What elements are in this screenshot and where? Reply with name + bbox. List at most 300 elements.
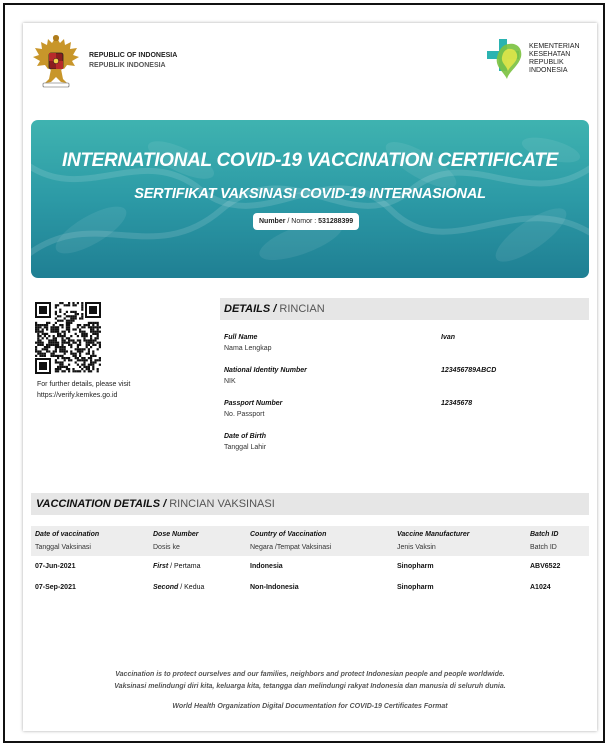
qr-module: [46, 322, 48, 324]
qr-module: [92, 344, 94, 346]
qr-module: [92, 322, 94, 324]
qr-module: [70, 335, 72, 337]
issuer-country: [89, 51, 177, 71]
qr-module: [94, 344, 96, 346]
qr-module: [55, 328, 57, 330]
vaccination-heading-en: VACCINATION DETAILS /: [36, 498, 167, 510]
qr-module: [92, 342, 94, 344]
qr-module: [39, 344, 41, 346]
qr-module: [37, 326, 39, 328]
qr-module: [70, 346, 72, 348]
details-heading-en: DETAILS /: [224, 303, 277, 315]
qr-module: [83, 326, 85, 328]
qr-module: [37, 331, 39, 333]
qr-module: [92, 368, 94, 370]
qr-module: [68, 304, 70, 306]
qr-module: [70, 344, 72, 346]
qr-module: [94, 355, 96, 357]
footer-message-en: Vaccination is to protect ourselves and our families, neighbors and protect Indonesian people and people worldwide.: [115, 671, 505, 678]
qr-module: [50, 342, 52, 344]
qr-module: [77, 348, 79, 350]
qr-module: [55, 313, 57, 315]
qr-module: [77, 335, 79, 337]
qr-module: [55, 322, 57, 324]
qr-module: [68, 302, 70, 304]
cell-batch: [530, 563, 560, 570]
qr-module: [59, 311, 61, 313]
qr-module: [97, 342, 99, 344]
qr-module: [77, 339, 79, 341]
qr-module: [97, 331, 99, 333]
qr-module: [72, 353, 74, 355]
qr-module: [90, 337, 92, 339]
qr-module: [86, 324, 88, 326]
qr-module: [79, 342, 81, 344]
qr-module: [72, 304, 74, 306]
qr-module: [81, 368, 83, 370]
qr-module: [75, 357, 77, 359]
qr-module: [64, 348, 66, 350]
qr-module: [44, 353, 46, 355]
qr-module: [86, 346, 88, 348]
qr-module: [68, 368, 70, 370]
qr-module: [92, 353, 94, 355]
qr-module: [92, 364, 94, 366]
qr-module: [44, 355, 46, 357]
date-value: 07-Jun-2021: [35, 563, 76, 570]
qr-module: [61, 346, 63, 348]
qr-module: [86, 342, 88, 344]
qr-module: [35, 355, 37, 357]
qr-module: [59, 368, 61, 370]
qr-module: [75, 342, 77, 344]
qr-module: [39, 350, 41, 352]
qr-module: [88, 348, 90, 350]
ministry-name: [529, 43, 591, 75]
qr-module: [79, 355, 81, 357]
qr-module: [75, 317, 77, 319]
qr-module: [81, 313, 83, 315]
qr-module: [66, 322, 68, 324]
qr-module: [35, 348, 37, 350]
column-label-id: Tanggal Vaksinasi: [35, 544, 91, 551]
qr-module: [37, 339, 39, 341]
certificate-banner: [31, 120, 589, 278]
qr-module: [83, 339, 85, 341]
qr-module: [57, 326, 59, 328]
qr-module: [48, 339, 50, 341]
qr-module: [59, 333, 61, 335]
qr-module: [39, 339, 41, 341]
qr-module: [68, 315, 70, 317]
qr-module: [75, 348, 77, 350]
qr-module: [90, 342, 92, 344]
qr-module: [81, 315, 83, 317]
qr-module: [37, 335, 39, 337]
qr-module: [57, 355, 59, 357]
qr-module: [83, 348, 85, 350]
qr-module: [99, 364, 101, 366]
qr-module: [83, 364, 85, 366]
qr-module: [70, 359, 72, 361]
qr-module: [35, 326, 37, 328]
qr-module: [77, 370, 79, 372]
qr-code[interactable]: [35, 302, 101, 374]
qr-module: [79, 353, 81, 355]
qr-module: [83, 333, 85, 335]
qr-module: [42, 353, 44, 355]
qr-module: [59, 335, 61, 337]
column-label-en: Date of vaccination: [35, 531, 100, 538]
qr-module: [81, 304, 83, 306]
qr-module: [79, 359, 81, 361]
qr-module: [86, 368, 88, 370]
qr-module: [88, 368, 90, 370]
qr-module: [77, 326, 79, 328]
qr-module: [88, 353, 90, 355]
qr-module: [55, 306, 57, 308]
qr-module: [59, 366, 61, 368]
qr-module: [81, 335, 83, 337]
qr-module: [39, 353, 41, 355]
field-label-en: National Identity Number: [224, 367, 307, 374]
qr-module: [59, 315, 61, 317]
qr-module: [61, 335, 63, 337]
qr-module: [39, 324, 41, 326]
qr-module: [90, 346, 92, 348]
qr-module: [94, 326, 96, 328]
qr-module: [79, 339, 81, 341]
qr-module: [83, 324, 85, 326]
qr-module: [42, 355, 44, 357]
qr-module: [61, 350, 63, 352]
qr-module: [61, 337, 63, 339]
qr-module: [64, 304, 66, 306]
qr-module: [97, 326, 99, 328]
qr-module: [66, 326, 68, 328]
cell-date: [35, 563, 75, 570]
qr-module: [55, 339, 57, 341]
qr-module: [66, 328, 68, 330]
country-name-en: REPUBLIC OF INDONESIA: [89, 52, 178, 59]
cell-date: [35, 584, 76, 591]
qr-module: [53, 353, 55, 355]
qr-module: [68, 326, 70, 328]
qr-module: [50, 355, 52, 357]
qr-module: [70, 353, 72, 355]
qr-module: [79, 344, 81, 346]
qr-module: [75, 355, 77, 357]
footer-message: [23, 669, 597, 693]
qr-module: [66, 315, 68, 317]
qr-module: [37, 350, 39, 352]
column-header-batch: [530, 528, 558, 554]
qr-module: [86, 353, 88, 355]
qr-module: [55, 348, 57, 350]
qr-module: [94, 337, 96, 339]
qr-module: [90, 335, 92, 337]
qr-module: [59, 324, 61, 326]
qr-module: [70, 320, 72, 322]
qr-module: [64, 350, 66, 352]
qr-module: [77, 313, 79, 315]
qr-module: [55, 346, 57, 348]
qr-module: [94, 322, 96, 324]
qr-module: [70, 311, 72, 313]
qr-module: [77, 364, 79, 366]
qr-module: [57, 342, 59, 344]
qr-module: [92, 350, 94, 352]
qr-module: [64, 357, 66, 359]
field-label-en: Date of Birth: [224, 433, 266, 440]
qr-module: [94, 331, 96, 333]
qr-module: [77, 302, 79, 304]
qr-module: [42, 328, 44, 330]
qr-module: [50, 328, 52, 330]
qr-module: [46, 333, 48, 335]
qr-module: [42, 331, 44, 333]
qr-module: [48, 344, 50, 346]
footer-message-id: Vaksinasi melindungi diri kita, keluarga kita, tetangga dan melindungi rakyat Indonesia dan manusia di seluruh dunia.: [114, 683, 506, 690]
qr-module: [92, 361, 94, 363]
column-label-en: Country of Vaccination: [250, 531, 327, 538]
qr-module: [97, 348, 99, 350]
qr-module: [83, 335, 85, 337]
qr-module: [61, 326, 63, 328]
qr-module: [66, 357, 68, 359]
qr-module: [66, 342, 68, 344]
qr-module: [81, 359, 83, 361]
qr-module: [75, 313, 77, 315]
qr-module: [66, 311, 68, 313]
qr-module: [68, 324, 70, 326]
qr-module: [83, 331, 85, 333]
qr-module: [64, 331, 66, 333]
qr-module: [53, 355, 55, 357]
qr-module: [75, 304, 77, 306]
qr-module: [66, 350, 68, 352]
qr-module: [64, 335, 66, 337]
qr-module: [81, 306, 83, 308]
dose-id: / Pertama: [168, 563, 201, 570]
qr-module: [46, 328, 48, 330]
qr-module: [55, 350, 57, 352]
qr-module: [90, 339, 92, 341]
qr-module: [68, 322, 70, 324]
qr-module: [44, 324, 46, 326]
qr-module: [72, 328, 74, 330]
country-value: Indonesia: [250, 563, 283, 570]
batch-value: A1024: [530, 584, 551, 591]
qr-module: [55, 355, 57, 357]
qr-module: [68, 357, 70, 359]
qr-module: [53, 335, 55, 337]
qr-module: [79, 348, 81, 350]
qr-module: [72, 355, 74, 357]
qr-module: [99, 357, 101, 359]
qr-module: [97, 368, 99, 370]
field-label-en: Passport Number: [224, 400, 283, 407]
qr-module: [61, 342, 63, 344]
qr-module: [94, 333, 96, 335]
qr-module: [70, 317, 72, 319]
qr-module: [94, 339, 96, 341]
qr-module: [75, 328, 77, 330]
qr-module: [55, 370, 57, 372]
qr-module: [39, 335, 41, 337]
qr-module: [68, 328, 70, 330]
qr-module: [57, 331, 59, 333]
qr-module: [90, 359, 92, 361]
qr-module: [61, 320, 63, 322]
qr-module: [53, 339, 55, 341]
qr-module: [81, 326, 83, 328]
verify-url[interactable]: https://verify.kemkes.go.id: [37, 392, 118, 399]
field-label-id: NIK: [224, 378, 236, 385]
qr-module: [35, 350, 37, 352]
qr-module: [64, 342, 66, 344]
qr-module: [99, 326, 101, 328]
qr-module: [83, 366, 85, 368]
qr-module: [68, 342, 70, 344]
qr-module: [81, 364, 83, 366]
qr-module: [68, 320, 70, 322]
qr-module: [42, 333, 44, 335]
qr-module: [57, 366, 59, 368]
qr-module: [44, 346, 46, 348]
qr-module: [61, 324, 63, 326]
qr-module: [55, 326, 57, 328]
qr-module: [57, 368, 59, 370]
qr-module: [48, 335, 50, 337]
certificate-title-en: INTERNATIONAL COVID-19 VACCINATION CERTIFICATE: [61, 150, 559, 171]
qr-module: [59, 348, 61, 350]
who-format-note: World Health Organization Digital Documentation for COVID-19 Certificates Format: [172, 703, 448, 710]
qr-module: [57, 361, 59, 363]
qr-module: [35, 331, 37, 333]
qr-module: [50, 331, 52, 333]
qr-module: [75, 315, 77, 317]
qr-module: [72, 311, 74, 313]
qr-module: [97, 337, 99, 339]
qr-module: [77, 346, 79, 348]
qr-module: [37, 333, 39, 335]
qr-module: [37, 344, 39, 346]
qr-module: [48, 346, 50, 348]
qr-module: [97, 359, 99, 361]
dose-id: / Kedua: [178, 584, 205, 591]
vaccination-table-header: [31, 526, 589, 556]
qr-module: [50, 353, 52, 355]
qr-module: [53, 350, 55, 352]
qr-module: [55, 304, 57, 306]
qr-module: [94, 359, 96, 361]
qr-module: [70, 339, 72, 341]
qr-module: [66, 304, 68, 306]
garuda-emblem-icon: [31, 33, 81, 91]
qr-module: [42, 337, 44, 339]
qr-module: [86, 335, 88, 337]
cell-batch: [530, 584, 551, 591]
country-value: Non-Indonesia: [250, 584, 299, 591]
qr-module: [70, 350, 72, 352]
qr-module: [64, 370, 66, 372]
qr-module: [75, 333, 77, 335]
qr-module: [88, 344, 90, 346]
country-name-id: REPUBLIK INDONESIA: [89, 62, 166, 69]
qr-module: [46, 324, 48, 326]
qr-module: [68, 364, 70, 366]
qr-module: [99, 342, 101, 344]
qr-module: [61, 357, 63, 359]
qr-module: [70, 322, 72, 324]
qr-module: [70, 315, 72, 317]
qr-module: [53, 344, 55, 346]
column-label-id: Jenis Vaksin: [397, 544, 436, 551]
qr-module: [90, 370, 92, 372]
qr-module: [92, 366, 94, 368]
qr-module: [64, 317, 66, 319]
qr-module: [57, 328, 59, 330]
qr-module: [79, 370, 81, 372]
qr-module: [86, 333, 88, 335]
qr-module: [83, 370, 85, 372]
qr-module: [35, 346, 37, 348]
qr-module: [57, 333, 59, 335]
qr-module: [59, 346, 61, 348]
qr-module: [53, 331, 55, 333]
qr-module: [50, 344, 52, 346]
qr-module: [68, 359, 70, 361]
qr-module: [79, 317, 81, 319]
qr-module: [99, 344, 101, 346]
certificate-number-box: [253, 213, 359, 230]
qr-module: [81, 333, 83, 335]
cell-country: [250, 563, 283, 570]
manufacturer-value: Sinopharm: [397, 563, 434, 570]
qr-module: [92, 355, 94, 357]
qr-module: [57, 304, 59, 306]
qr-module: [90, 361, 92, 363]
qr-module: [57, 370, 59, 372]
qr-module: [99, 346, 101, 348]
qr-module: [39, 326, 41, 328]
qr-module: [77, 357, 79, 359]
column-header-country: [250, 528, 331, 554]
column-label-en: Batch ID: [530, 531, 559, 538]
qr-module: [61, 348, 63, 350]
ministry-line: KEMENTERIAN: [529, 43, 580, 50]
qr-module: [66, 337, 68, 339]
qr-module: [61, 370, 63, 372]
qr-module: [50, 339, 52, 341]
qr-module: [79, 350, 81, 352]
qr-module: [61, 344, 63, 346]
qr-module: [37, 337, 39, 339]
column-label-en: Vaccine Manufacturer: [397, 531, 470, 538]
qr-module: [46, 326, 48, 328]
number-label-id: / Nomor :: [287, 218, 317, 225]
full-name-label: [224, 332, 271, 354]
qr-module: [72, 320, 74, 322]
qr-module: [68, 370, 70, 372]
qr-module: [46, 348, 48, 350]
qr-module: [61, 355, 63, 357]
field-label-id: No. Passport: [224, 411, 265, 418]
qr-module: [55, 344, 57, 346]
qr-module: [37, 353, 39, 355]
qr-module: [92, 328, 94, 330]
